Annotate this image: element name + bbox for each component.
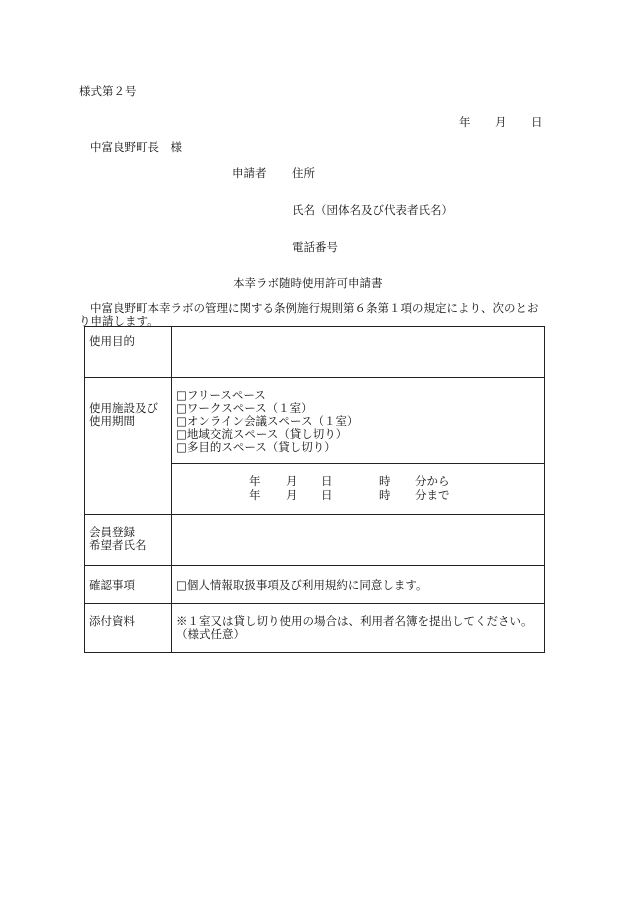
- member-name-field[interactable]: [172, 515, 545, 566]
- end-hour-label: 時: [379, 488, 391, 502]
- attachment-label: 添付資料: [85, 604, 172, 653]
- facility-option-free-space[interactable]: □フリースペース: [176, 388, 266, 402]
- period-field[interactable]: [172, 464, 545, 515]
- confirm-row: [85, 566, 545, 604]
- member-row: [85, 515, 545, 566]
- end-day-label: 日: [321, 488, 333, 502]
- name-label: 氏名（団体名及び代表者氏名）: [292, 203, 453, 217]
- date-day-label: 日: [531, 115, 543, 129]
- form-number: 様式第２号: [79, 84, 137, 98]
- attachment-row: [85, 604, 545, 653]
- start-month-label: 月: [286, 474, 298, 488]
- document-title: 本幸ラボ随時使用許可申請書: [233, 276, 383, 290]
- application-table: [84, 326, 545, 653]
- facility-label: 使用施設及び 使用期間: [85, 378, 172, 515]
- phone-label: 電話番号: [292, 240, 338, 254]
- start-hour-label: 時: [379, 474, 391, 488]
- end-minute-label: 分まで: [415, 488, 450, 502]
- consent-checkbox[interactable]: □個人情報取扱事項及び利用規約に同意します。: [172, 566, 545, 604]
- intro-paragraph: 中富良野町本幸ラボの管理に関する条例施行規則第６条第１項の規定により、次のとおり申請します。: [79, 301, 539, 328]
- period-start: [176, 475, 544, 489]
- date-month-label: 月: [495, 115, 507, 129]
- purpose-row: [85, 327, 545, 378]
- start-day-label: 日: [321, 474, 333, 488]
- facility-option-community-space[interactable]: □地域交流スペース（貸し切り）: [176, 427, 348, 441]
- purpose-field[interactable]: [172, 327, 545, 378]
- facility-option-work-space[interactable]: □ワークスペース（１室）: [176, 401, 313, 415]
- address-label: 住所: [292, 166, 315, 180]
- start-year-label: 年: [249, 474, 261, 488]
- end-month-label: 月: [286, 488, 298, 502]
- purpose-label: 使用目的: [85, 327, 172, 378]
- facility-options: [172, 378, 545, 464]
- confirm-label: 確認事項: [85, 566, 172, 604]
- start-minute-label: 分から: [415, 474, 450, 488]
- facility-option-online-meeting-space[interactable]: □オンライン会議スペース（１室）: [176, 414, 359, 428]
- date-year-label: 年: [459, 115, 471, 129]
- member-label: 会員登録 希望者氏名: [85, 515, 172, 566]
- attachment-note: ※１室又は貸し切り使用の場合は、利用者名簿を提出してください。 （様式任意）: [172, 604, 545, 653]
- addressee: 中富良野町長 様: [90, 140, 182, 154]
- period-end: [176, 489, 544, 503]
- end-year-label: 年: [249, 488, 261, 502]
- facility-row: [85, 378, 545, 464]
- facility-option-multipurpose-space[interactable]: □多目的スペース（貸し切り）: [176, 440, 336, 454]
- applicant-label: 申請者: [232, 166, 267, 180]
